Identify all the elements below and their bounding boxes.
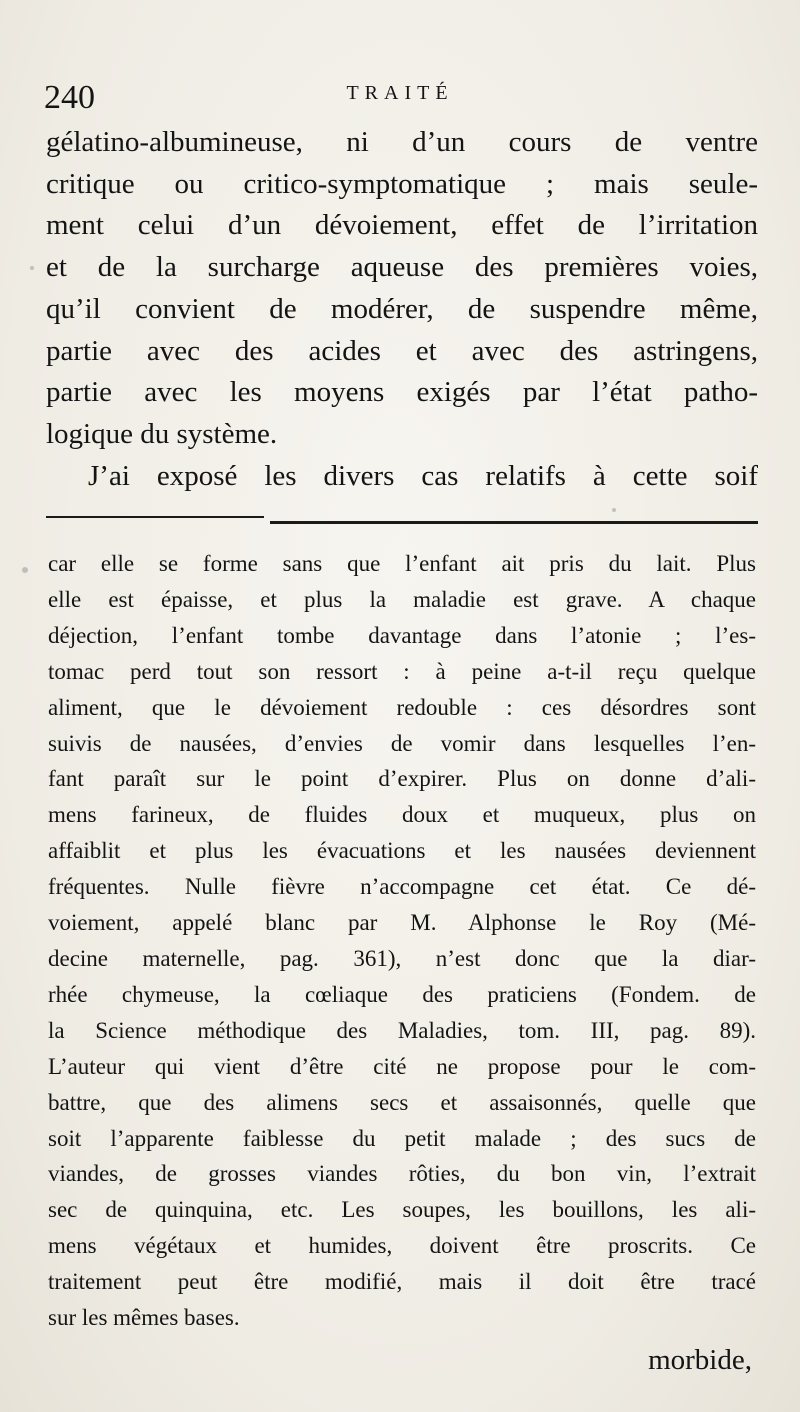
footnote-line: tomac perd tout son ressort : à peine a-t-il reçu quelque bbox=[48, 658, 756, 684]
ink-speck bbox=[612, 508, 616, 512]
footnote-line: viandes, de grosses viandes rôties, du bon vin, l’extrait bbox=[48, 1161, 756, 1187]
text-line: ment celui d’un dévoiement, effet de l’irritation bbox=[46, 209, 758, 242]
text-line: gélatino-albumineuse, ni d’un cours de ventre bbox=[46, 126, 758, 158]
footnote-line: fréquentes. Nulle fièvre n’accompagne cet état. Ce dé- bbox=[48, 874, 756, 900]
ink-speck bbox=[30, 266, 34, 270]
text-line: partie avec les moyens exigés par l’état patho- bbox=[46, 376, 758, 409]
footnote-line: sur les mêmes bases. bbox=[48, 1305, 240, 1331]
footnote-line: fant paraît sur le point d’expirer. Plus on donne d’ali- bbox=[48, 766, 756, 792]
text-line: et de la surcharge aqueuse des premières voies, bbox=[46, 251, 758, 284]
text-line: J’ai exposé les divers cas relatifs à cette soif bbox=[88, 459, 758, 492]
footnote-line: L’auteur qui vient d’être cité ne propose pour le com- bbox=[48, 1053, 756, 1079]
footnote-line: sec de quinquina, etc. Les soupes, les bouillons, les ali- bbox=[48, 1197, 756, 1223]
text-line: partie avec des acides et avec des astringens, bbox=[46, 334, 758, 367]
running-head: TRAITÉ bbox=[346, 82, 454, 104]
footnote-line: soit l’apparente faiblesse du petit malade ; des sucs de bbox=[48, 1125, 756, 1151]
footnote-line: mens farineux, de fluides doux et muqueux, plus on bbox=[48, 802, 756, 828]
footnote-rule-right bbox=[270, 521, 758, 524]
footnote-line: mens végétaux et humides, doivent être proscrits. Ce bbox=[48, 1233, 756, 1259]
footnote-rule-left bbox=[46, 516, 264, 518]
footnote-line: affaiblit et plus les évacuations et les nausées deviennent bbox=[48, 838, 756, 864]
footnote-line: traitement peut être modifié, mais il doit être tracé bbox=[48, 1269, 756, 1295]
footnote-line: suivis de nausées, d’envies de vomir dans lesquelles l’en- bbox=[48, 730, 756, 756]
text-line: critique ou critico-symptomatique ; mais seule- bbox=[46, 167, 758, 200]
page-header bbox=[44, 78, 756, 118]
footnote-line: battre, que des alimens secs et assaisonnés, quelle que bbox=[48, 1089, 756, 1115]
text-line: qu’il convient de modérer, de suspendre même, bbox=[46, 292, 758, 325]
footnote-line: elle est épaisse, et plus la maladie est grave. A chaque bbox=[48, 586, 756, 612]
footnote-line: voiement, appelé blanc par M. Alphonse le Roy (Mé- bbox=[48, 910, 756, 936]
main-text bbox=[46, 122, 758, 497]
footnote-line: car elle se forme sans que l’enfant ait pris du lait. Plus bbox=[48, 551, 756, 576]
footnote-line: aliment, que le dévoiement redouble : ces désordres sont bbox=[48, 694, 756, 720]
footnote-text bbox=[48, 546, 756, 1336]
footnote-line: decine maternelle, pag. 361), n’est donc que la diar- bbox=[48, 945, 756, 971]
ink-speck bbox=[22, 567, 28, 573]
footnote-line: la Science méthodique des Maladies, tom. III, pag. 89). bbox=[48, 1017, 756, 1043]
catchword: morbide, bbox=[648, 1344, 752, 1376]
footnote-line: rhée chymeuse, la cœliaque des praticiens (Fondem. de bbox=[48, 981, 756, 1007]
text-line: logique du système. bbox=[46, 417, 278, 450]
page-number: 240 bbox=[44, 79, 95, 116]
footnote-line: déjection, l’enfant tombe davantage dans l’atonie ; l’es- bbox=[48, 622, 756, 648]
